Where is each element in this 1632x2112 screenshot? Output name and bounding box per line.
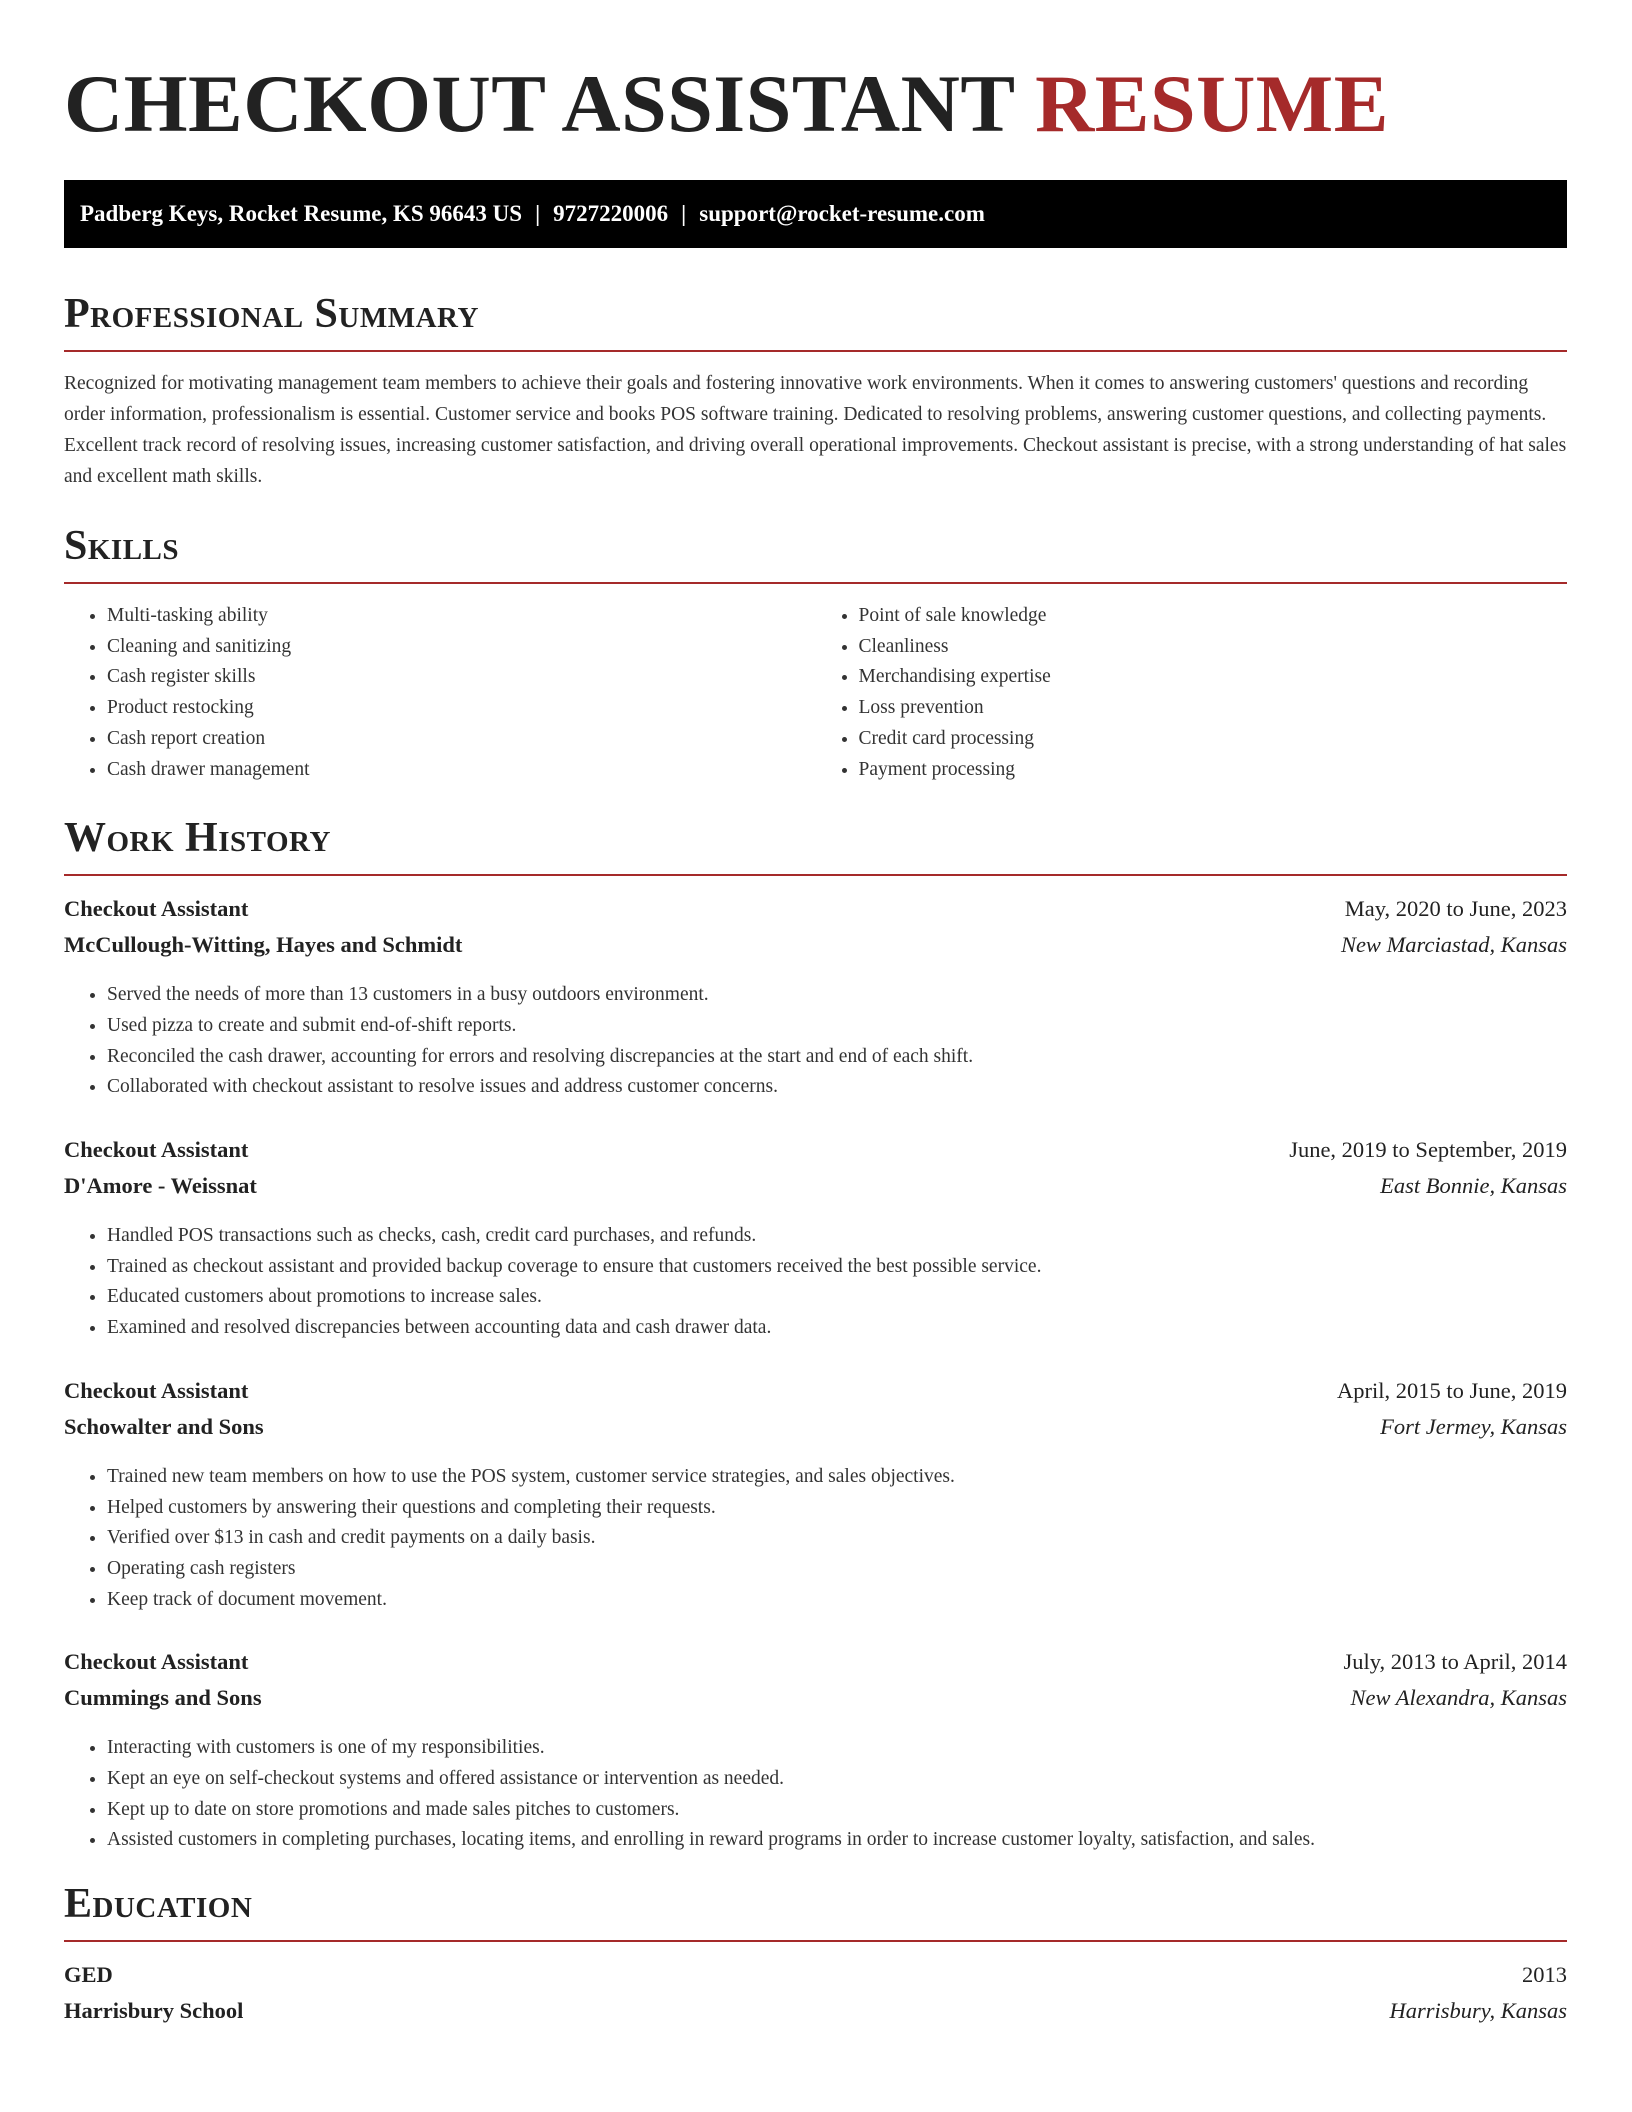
duty-item: • Assisted customers in completing purchases, locating items, and enrolling in reward programs in order to increase customer loyalty, satisfaction, and sales. [107, 1825, 1567, 1856]
education-location: Harrisbury, Kansas [1389, 1998, 1567, 2024]
skill-item: • Merchandising expertise [859, 662, 1568, 693]
education-school: Harrisbury School [64, 1998, 244, 2024]
job-entry [64, 896, 1567, 1103]
contact-separator: | [535, 201, 541, 226]
job-title-row [64, 896, 1567, 932]
job-duties [64, 1221, 1567, 1344]
summary-text: Recognized for motivating management team members to achieve their goals and fostering innovative work environments. When it comes to answering customers' questions and recording order information, professionalism is essential. Customer service and books POS software training. Dedicated to resolving problems, answering customer questions, and collecting payments. Excellent track record of resolving issues, increasing customer satisfaction, and driving overall operational improvements. Checkout assistant is precise, with a strong understanding of hat sales and excellent math skills. [64, 373, 1567, 487]
job-duties [64, 1462, 1567, 1616]
skills-column-left [64, 601, 816, 785]
summary-heading: Professional Summary [64, 288, 1567, 352]
duty-item: • Interacting with customers is one of my responsibilities. [107, 1733, 1567, 1764]
contact-address: Padberg Keys, Rocket Resume, KS 96643 US [80, 201, 523, 226]
title-accent: RESUME [1035, 58, 1389, 149]
job-company-row [64, 932, 1567, 968]
job-location: Fort Jermey, Kansas [1380, 1413, 1567, 1439]
duty-item: • Used pizza to create and submit end-of-shift reports. [107, 1011, 1567, 1042]
resume-title [64, 0, 1567, 152]
job-company: McCullough-Witting, Hayes and Schmidt [64, 932, 463, 958]
job-dates: April, 2015 to June, 2019 [1337, 1377, 1567, 1403]
duty-item: • Served the needs of more than 13 customers in a busy outdoors environment. [107, 980, 1567, 1011]
job-entry [64, 1137, 1567, 1344]
education-heading: Education [64, 1878, 1567, 1942]
job-dates: June, 2019 to September, 2019 [1289, 1137, 1567, 1163]
duty-item: • Collaborated with checkout assistant to resolve issues and address customer concerns. [107, 1072, 1567, 1103]
skill-item: • Point of sale knowledge [859, 601, 1568, 632]
duty-item: • Helped customers by answering their questions and completing their requests. [107, 1493, 1567, 1524]
skill-item: • Payment processing [859, 755, 1568, 786]
job-dates: July, 2013 to April, 2014 [1343, 1649, 1567, 1675]
duty-item: • Kept an eye on self-checkout systems and offered assistance or intervention as needed. [107, 1764, 1567, 1795]
job-location: East Bonnie, Kansas [1380, 1173, 1567, 1199]
duty-item: • Examined and resolved discrepancies between accounting data and cash drawer data. [107, 1313, 1567, 1344]
skill-item: • Cleanliness [859, 632, 1568, 663]
duty-item: • Educated customers about promotions to increase sales. [107, 1282, 1567, 1313]
job-location: New Marciastad, Kansas [1340, 932, 1567, 958]
job-location: New Alexandra, Kansas [1350, 1685, 1567, 1711]
duty-item: • Handled POS transactions such as checks, cash, credit card purchases, and refunds. [107, 1221, 1567, 1252]
job-title: Checkout Assistant [64, 1377, 249, 1403]
contact-bar [64, 180, 1567, 248]
duty-item: • Verified over $13 in cash and credit payments on a daily basis. [107, 1523, 1567, 1554]
job-company: Cummings and Sons [64, 1685, 262, 1711]
skills-column-right [816, 601, 1568, 785]
duty-item: • Trained as checkout assistant and provided backup coverage to ensure that customers received the best possible service. [107, 1252, 1567, 1283]
education-school-row [64, 1998, 1567, 2034]
duty-item: • Reconciled the cash drawer, accounting for errors and resolving discrepancies at the start and end of each shift. [107, 1042, 1567, 1073]
duty-item: • Keep track of document movement. [107, 1585, 1567, 1616]
skill-item: • Cash report creation [107, 724, 816, 755]
job-duties [64, 1733, 1567, 1856]
duty-item: • Trained new team members on how to use the POS system, customer service strategies, and sales objectives. [107, 1462, 1567, 1493]
education-degree: GED [64, 1962, 113, 1988]
job-company: Schowalter and Sons [64, 1413, 264, 1439]
job-title-row [64, 1137, 1567, 1173]
title-main: CHECKOUT ASSISTANT [64, 58, 1015, 149]
job-entry [64, 1378, 1567, 1616]
education-entry [64, 1962, 1567, 2034]
education-year: 2013 [1522, 1962, 1567, 1988]
skill-item: • Cleaning and sanitizing [107, 632, 816, 663]
job-company-row [64, 1173, 1567, 1209]
skills-heading: Skills [64, 520, 1567, 584]
contact-phone[interactable]: 9727220006 [553, 201, 669, 226]
contact-email[interactable]: support@rocket-resume.com [699, 201, 985, 226]
skills-list [64, 601, 1567, 785]
skill-item: • Product restocking [107, 693, 816, 724]
skill-item: • Loss prevention [859, 693, 1568, 724]
job-title-row [64, 1378, 1567, 1414]
job-title: Checkout Assistant [64, 1649, 249, 1675]
job-company-row [64, 1685, 1567, 1721]
job-entry [64, 1649, 1567, 1856]
job-dates: May, 2020 to June, 2023 [1344, 896, 1567, 922]
job-duties [64, 980, 1567, 1103]
resume-page [64, 0, 1567, 2034]
education-degree-row [64, 1962, 1567, 1998]
duty-item: • Operating cash registers [107, 1554, 1567, 1585]
skill-item: • Cash register skills [107, 662, 816, 693]
duty-item: • Kept up to date on store promotions and made sales pitches to customers. [107, 1795, 1567, 1826]
job-title: Checkout Assistant [64, 896, 249, 922]
skill-item: • Multi-tasking ability [107, 601, 816, 632]
job-company-row [64, 1414, 1567, 1450]
job-title: Checkout Assistant [64, 1137, 249, 1163]
job-title-row [64, 1649, 1567, 1685]
work-history-heading: Work History [64, 812, 1567, 876]
skill-item: • Credit card processing [859, 724, 1568, 755]
contact-separator: | [681, 201, 687, 226]
skill-item: • Cash drawer management [107, 755, 816, 786]
job-company: D'Amore - Weissnat [64, 1173, 257, 1199]
